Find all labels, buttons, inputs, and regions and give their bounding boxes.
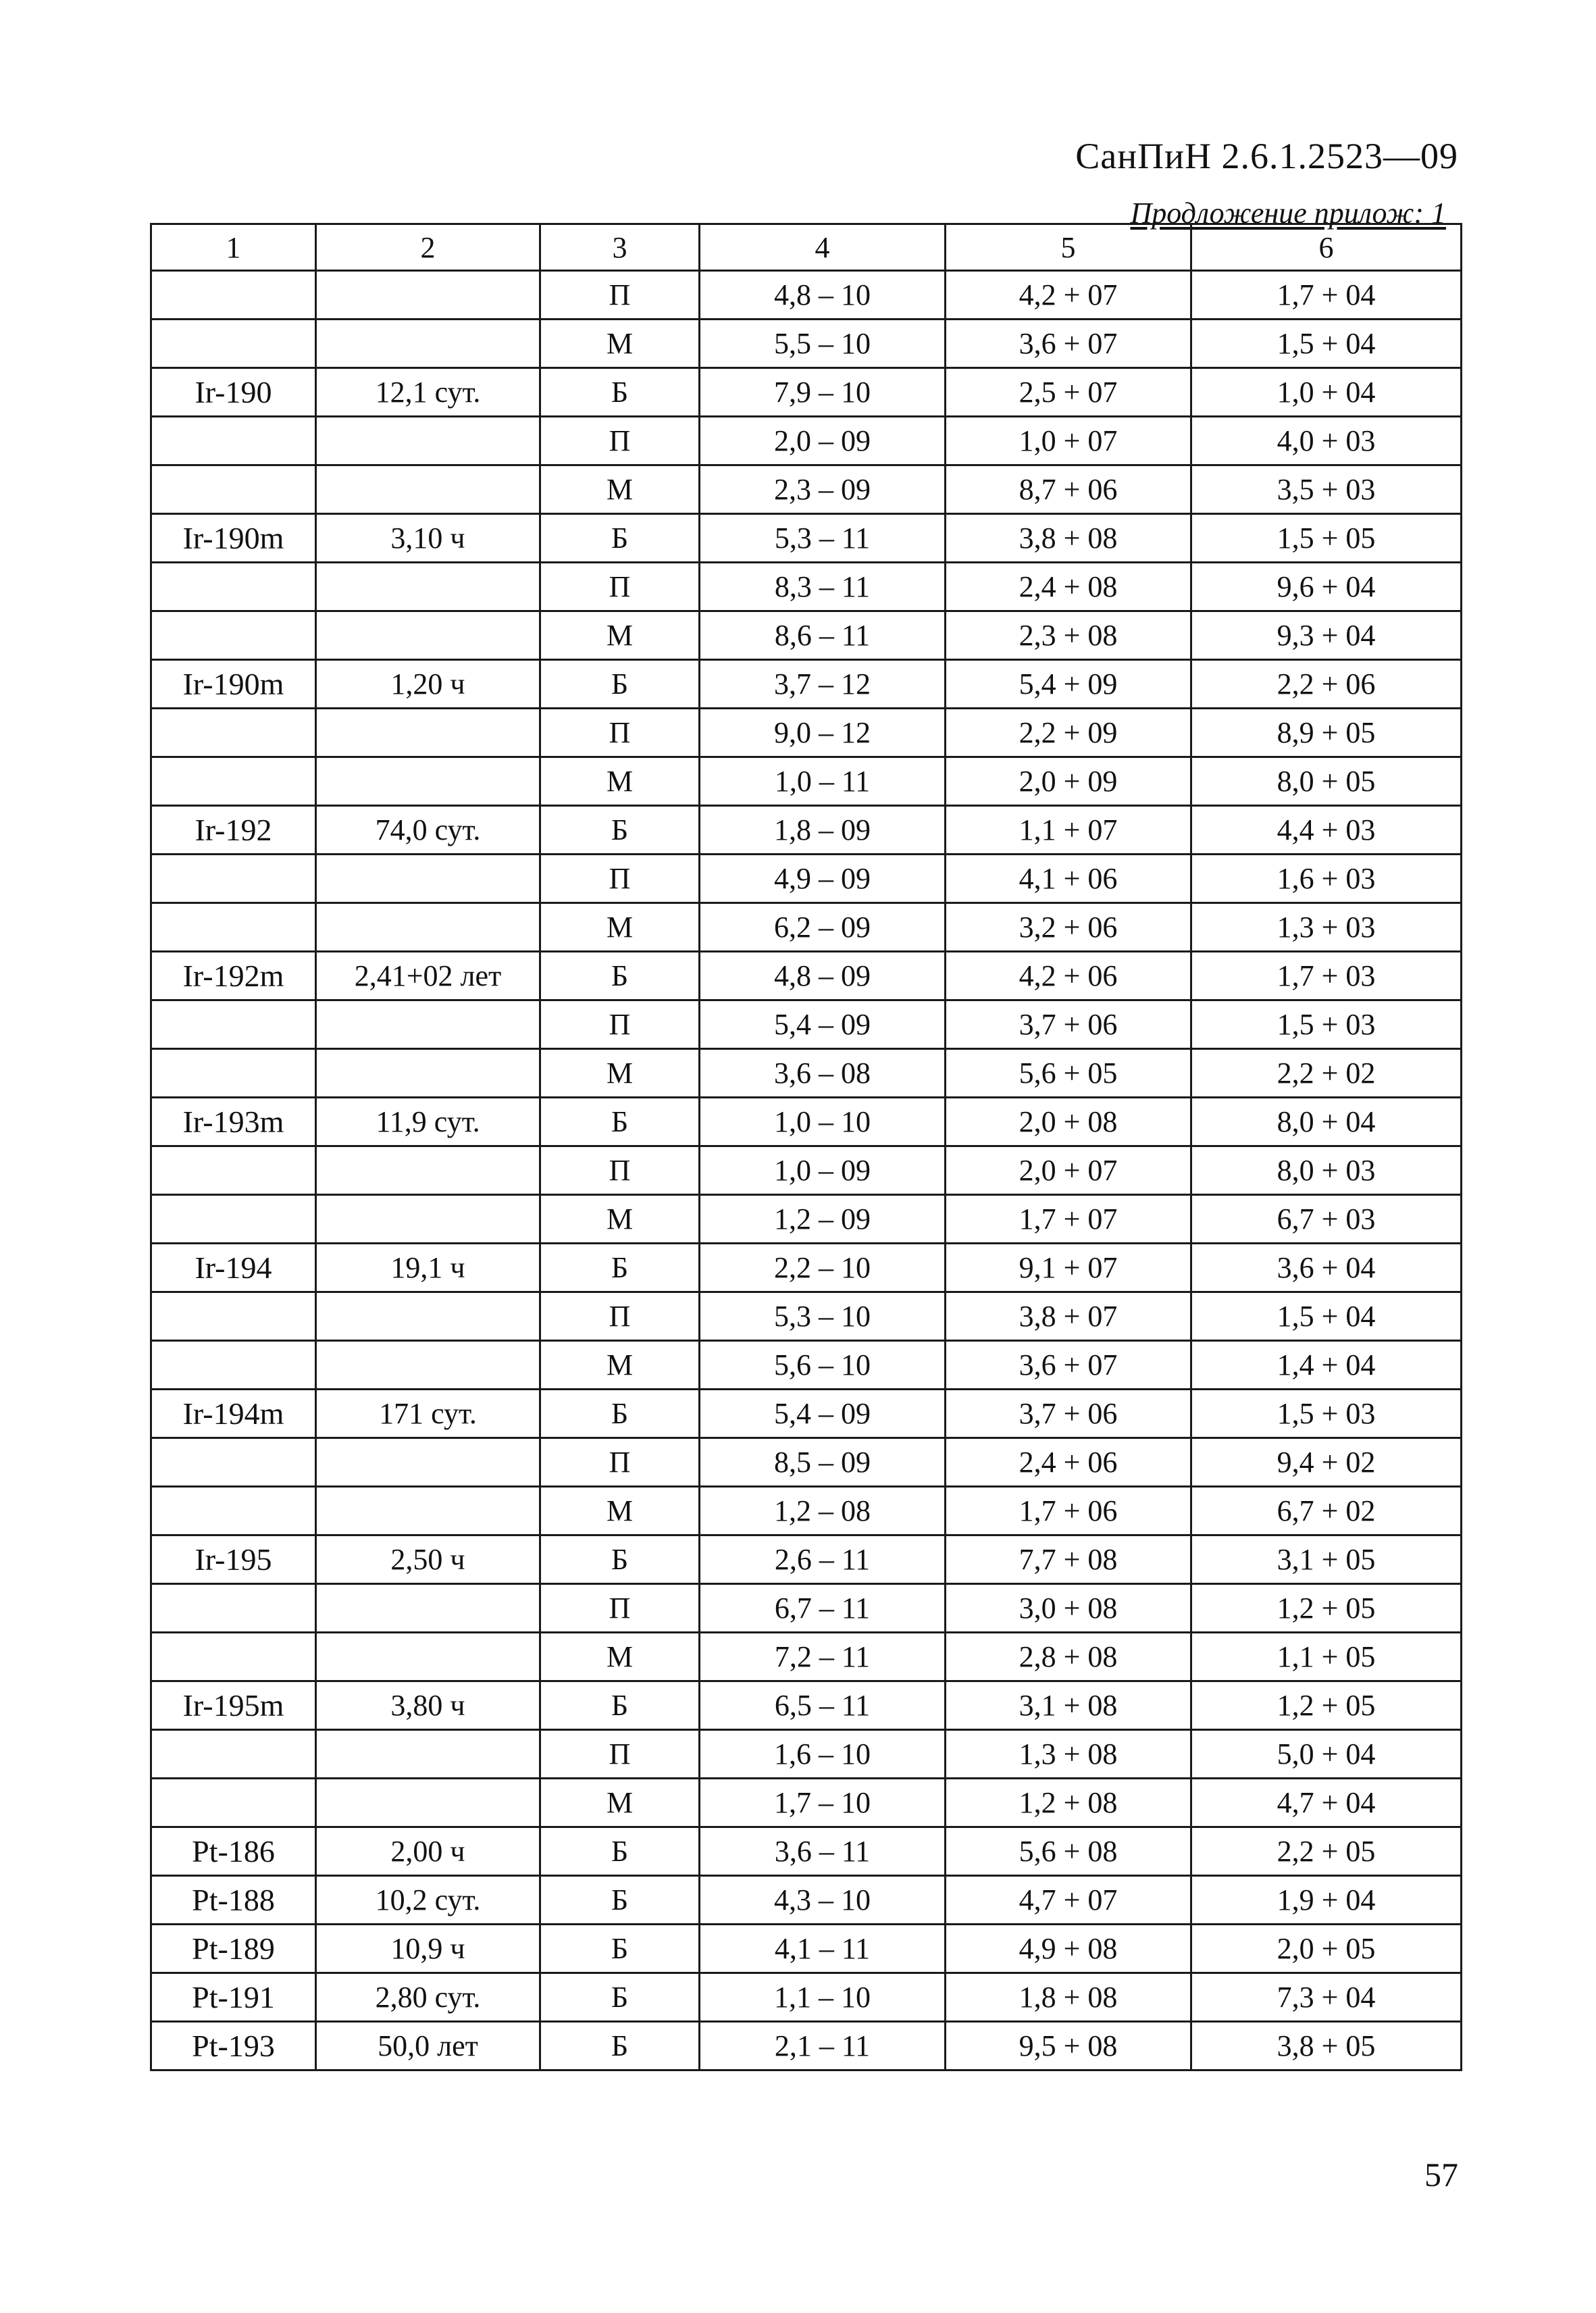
column-header: 5 bbox=[946, 224, 1191, 271]
value-cell-4: 6,7 – 11 bbox=[700, 1584, 946, 1633]
value-cell-6: 9,6 + 04 bbox=[1191, 563, 1462, 611]
isotope-cell bbox=[151, 1341, 316, 1390]
isotope-cell bbox=[151, 1730, 316, 1779]
half-life-cell: 74,0 сут. bbox=[316, 806, 540, 855]
value-cell-4: 5,5 – 10 bbox=[700, 320, 946, 368]
table-row bbox=[151, 952, 1462, 1000]
value-cell-6: 1,5 + 03 bbox=[1191, 1000, 1462, 1049]
value-cell-6: 9,4 + 02 bbox=[1191, 1438, 1462, 1487]
type-cell: Б bbox=[540, 660, 700, 709]
value-cell-6: 8,0 + 04 bbox=[1191, 1098, 1462, 1146]
type-cell: Б bbox=[540, 368, 700, 417]
half-life-cell bbox=[316, 1000, 540, 1049]
value-cell-4: 5,4 – 09 bbox=[700, 1390, 946, 1438]
value-cell-4: 7,2 – 11 bbox=[700, 1633, 946, 1681]
half-life-cell: 2,80 сут. bbox=[316, 1973, 540, 2022]
half-life-cell: 3,80 ч bbox=[316, 1681, 540, 1730]
table-row bbox=[151, 1146, 1462, 1195]
isotope-cell bbox=[151, 465, 316, 514]
type-cell: М bbox=[540, 611, 700, 660]
type-cell: П bbox=[540, 1146, 700, 1195]
isotope-cell: Pt-186 bbox=[151, 1827, 316, 1876]
value-cell-6: 4,0 + 03 bbox=[1191, 417, 1462, 465]
half-life-cell bbox=[316, 1487, 540, 1535]
value-cell-4: 1,0 – 10 bbox=[700, 1098, 946, 1146]
table-row bbox=[151, 1487, 1462, 1535]
half-life-cell bbox=[316, 465, 540, 514]
type-cell: М bbox=[540, 1341, 700, 1390]
table-row bbox=[151, 1925, 1462, 1973]
isotope-cell: Ir-195m bbox=[151, 1681, 316, 1730]
value-cell-5: 1,0 + 07 bbox=[946, 417, 1191, 465]
table-row bbox=[151, 611, 1462, 660]
type-cell: П bbox=[540, 1292, 700, 1341]
value-cell-4: 8,5 – 09 bbox=[700, 1438, 946, 1487]
continuation-label: Продложение прилож: 1 bbox=[1130, 197, 1446, 230]
table-row bbox=[151, 1633, 1462, 1681]
value-cell-4: 1,1 – 10 bbox=[700, 1973, 946, 2022]
isotope-cell: Pt-188 bbox=[151, 1876, 316, 1925]
isotope-cell bbox=[151, 1049, 316, 1098]
value-cell-5: 3,7 + 06 bbox=[946, 1000, 1191, 1049]
half-life-cell bbox=[316, 1584, 540, 1633]
isotope-cell bbox=[151, 1195, 316, 1244]
type-cell: М bbox=[540, 757, 700, 806]
isotope-cell: Ir-190 bbox=[151, 368, 316, 417]
value-cell-5: 5,6 + 05 bbox=[946, 1049, 1191, 1098]
isotope-cell bbox=[151, 417, 316, 465]
value-cell-6: 9,3 + 04 bbox=[1191, 611, 1462, 660]
table-row bbox=[151, 903, 1462, 952]
value-cell-4: 1,8 – 09 bbox=[700, 806, 946, 855]
table-row bbox=[151, 1779, 1462, 1827]
value-cell-6: 1,5 + 05 bbox=[1191, 514, 1462, 563]
type-cell: М bbox=[540, 465, 700, 514]
value-cell-4: 2,0 – 09 bbox=[700, 417, 946, 465]
value-cell-5: 1,8 + 08 bbox=[946, 1973, 1191, 2022]
half-life-cell bbox=[316, 1195, 540, 1244]
value-cell-5: 4,7 + 07 bbox=[946, 1876, 1191, 1925]
value-cell-4: 1,0 – 09 bbox=[700, 1146, 946, 1195]
type-cell: Б bbox=[540, 2022, 700, 2070]
value-cell-5: 2,2 + 09 bbox=[946, 709, 1191, 757]
value-cell-5: 5,6 + 08 bbox=[946, 1827, 1191, 1876]
table-row bbox=[151, 1195, 1462, 1244]
half-life-cell bbox=[316, 320, 540, 368]
value-cell-5: 4,9 + 08 bbox=[946, 1925, 1191, 1973]
value-cell-5: 2,4 + 08 bbox=[946, 563, 1191, 611]
half-life-cell: 171 сут. bbox=[316, 1390, 540, 1438]
value-cell-4: 1,0 – 11 bbox=[700, 757, 946, 806]
type-cell: М bbox=[540, 320, 700, 368]
type-cell: Б bbox=[540, 1925, 700, 1973]
isotope-cell bbox=[151, 709, 316, 757]
value-cell-5: 3,2 + 06 bbox=[946, 903, 1191, 952]
table-row bbox=[151, 2022, 1462, 2070]
table-row bbox=[151, 1535, 1462, 1584]
value-cell-6: 3,8 + 05 bbox=[1191, 2022, 1462, 2070]
type-cell: М bbox=[540, 903, 700, 952]
value-cell-4: 4,1 – 11 bbox=[700, 1925, 946, 1973]
type-cell: Б bbox=[540, 1535, 700, 1584]
type-cell: Б bbox=[540, 806, 700, 855]
isotope-cell: Ir-192 bbox=[151, 806, 316, 855]
value-cell-4: 4,3 – 10 bbox=[700, 1876, 946, 1925]
value-cell-6: 4,4 + 03 bbox=[1191, 806, 1462, 855]
isotope-cell: Ir-194 bbox=[151, 1244, 316, 1292]
type-cell: Б bbox=[540, 514, 700, 563]
table-row bbox=[151, 1000, 1462, 1049]
half-life-cell bbox=[316, 1633, 540, 1681]
half-life-cell: 19,1 ч bbox=[316, 1244, 540, 1292]
half-life-cell: 10,2 сут. bbox=[316, 1876, 540, 1925]
value-cell-5: 3,8 + 07 bbox=[946, 1292, 1191, 1341]
half-life-cell bbox=[316, 1779, 540, 1827]
value-cell-5: 1,1 + 07 bbox=[946, 806, 1191, 855]
isotope-cell bbox=[151, 1584, 316, 1633]
value-cell-5: 2,5 + 07 bbox=[946, 368, 1191, 417]
isotope-cell: Pt-191 bbox=[151, 1973, 316, 2022]
value-cell-4: 3,7 – 12 bbox=[700, 660, 946, 709]
value-cell-6: 1,7 + 03 bbox=[1191, 952, 1462, 1000]
type-cell: М bbox=[540, 1779, 700, 1827]
isotope-cell bbox=[151, 855, 316, 903]
isotope-cell bbox=[151, 757, 316, 806]
half-life-cell: 2,50 ч bbox=[316, 1535, 540, 1584]
value-cell-5: 1,7 + 06 bbox=[946, 1487, 1191, 1535]
value-cell-4: 4,8 – 10 bbox=[700, 271, 946, 320]
type-cell: П bbox=[540, 855, 700, 903]
radionuclide-table bbox=[150, 223, 1462, 2071]
isotope-cell bbox=[151, 320, 316, 368]
table-header-row bbox=[151, 224, 1462, 271]
value-cell-5: 2,3 + 08 bbox=[946, 611, 1191, 660]
half-life-cell: 1,20 ч bbox=[316, 660, 540, 709]
half-life-cell bbox=[316, 271, 540, 320]
table-row bbox=[151, 1438, 1462, 1487]
value-cell-4: 1,7 – 10 bbox=[700, 1779, 946, 1827]
isotope-cell: Pt-189 bbox=[151, 1925, 316, 1973]
value-cell-6: 4,7 + 04 bbox=[1191, 1779, 1462, 1827]
type-cell: П bbox=[540, 563, 700, 611]
table-row bbox=[151, 1876, 1462, 1925]
column-header: 1 bbox=[151, 224, 316, 271]
table-row bbox=[151, 757, 1462, 806]
table-row bbox=[151, 1292, 1462, 1341]
table-row bbox=[151, 709, 1462, 757]
document-code: СанПиН 2.6.1.2523—09 bbox=[1075, 136, 1458, 176]
half-life-cell bbox=[316, 563, 540, 611]
isotope-cell: Ir-195 bbox=[151, 1535, 316, 1584]
value-cell-5: 8,7 + 06 bbox=[946, 465, 1191, 514]
value-cell-6: 1,5 + 04 bbox=[1191, 1292, 1462, 1341]
isotope-cell bbox=[151, 611, 316, 660]
table-row bbox=[151, 1730, 1462, 1779]
value-cell-4: 4,8 – 09 bbox=[700, 952, 946, 1000]
isotope-cell bbox=[151, 903, 316, 952]
half-life-cell bbox=[316, 903, 540, 952]
table-body bbox=[151, 271, 1462, 2070]
value-cell-5: 1,7 + 07 bbox=[946, 1195, 1191, 1244]
half-life-cell: 10,9 ч bbox=[316, 1925, 540, 1973]
isotope-cell bbox=[151, 1633, 316, 1681]
value-cell-6: 1,1 + 05 bbox=[1191, 1633, 1462, 1681]
value-cell-4: 9,0 – 12 bbox=[700, 709, 946, 757]
isotope-cell bbox=[151, 1292, 316, 1341]
table-row bbox=[151, 368, 1462, 417]
half-life-cell bbox=[316, 709, 540, 757]
value-cell-5: 4,2 + 06 bbox=[946, 952, 1191, 1000]
column-header: 4 bbox=[700, 224, 946, 271]
isotope-cell: Ir-194m bbox=[151, 1390, 316, 1438]
value-cell-4: 5,3 – 11 bbox=[700, 514, 946, 563]
half-life-cell bbox=[316, 1730, 540, 1779]
half-life-cell bbox=[316, 1438, 540, 1487]
value-cell-6: 1,7 + 04 bbox=[1191, 271, 1462, 320]
table-row bbox=[151, 320, 1462, 368]
column-header: 6 bbox=[1191, 224, 1462, 271]
half-life-cell bbox=[316, 757, 540, 806]
half-life-cell bbox=[316, 1146, 540, 1195]
type-cell: Б bbox=[540, 1876, 700, 1925]
value-cell-5: 9,5 + 08 bbox=[946, 2022, 1191, 2070]
value-cell-6: 2,2 + 06 bbox=[1191, 660, 1462, 709]
value-cell-6: 1,4 + 04 bbox=[1191, 1341, 1462, 1390]
value-cell-6: 1,2 + 05 bbox=[1191, 1584, 1462, 1633]
value-cell-6: 2,2 + 02 bbox=[1191, 1049, 1462, 1098]
value-cell-5: 2,0 + 09 bbox=[946, 757, 1191, 806]
value-cell-6: 1,9 + 04 bbox=[1191, 1876, 1462, 1925]
table-row bbox=[151, 514, 1462, 563]
value-cell-5: 3,0 + 08 bbox=[946, 1584, 1191, 1633]
value-cell-5: 2,0 + 08 bbox=[946, 1098, 1191, 1146]
type-cell: Б bbox=[540, 1973, 700, 2022]
value-cell-5: 3,7 + 06 bbox=[946, 1390, 1191, 1438]
value-cell-4: 1,2 – 09 bbox=[700, 1195, 946, 1244]
value-cell-4: 3,6 – 08 bbox=[700, 1049, 946, 1098]
isotope-cell: Ir-190m bbox=[151, 514, 316, 563]
isotope-cell: Ir-193m bbox=[151, 1098, 316, 1146]
type-cell: П bbox=[540, 271, 700, 320]
isotope-cell bbox=[151, 563, 316, 611]
value-cell-4: 1,2 – 08 bbox=[700, 1487, 946, 1535]
value-cell-5: 9,1 + 07 bbox=[946, 1244, 1191, 1292]
value-cell-4: 1,6 – 10 bbox=[700, 1730, 946, 1779]
value-cell-6: 1,0 + 04 bbox=[1191, 368, 1462, 417]
half-life-cell bbox=[316, 1341, 540, 1390]
value-cell-5: 2,8 + 08 bbox=[946, 1633, 1191, 1681]
value-cell-4: 3,6 – 11 bbox=[700, 1827, 946, 1876]
value-cell-5: 2,0 + 07 bbox=[946, 1146, 1191, 1195]
table-row bbox=[151, 417, 1462, 465]
table-row bbox=[151, 271, 1462, 320]
value-cell-6: 1,2 + 05 bbox=[1191, 1681, 1462, 1730]
half-life-cell bbox=[316, 1049, 540, 1098]
value-cell-6: 6,7 + 03 bbox=[1191, 1195, 1462, 1244]
half-life-cell: 2,00 ч bbox=[316, 1827, 540, 1876]
value-cell-6: 8,9 + 05 bbox=[1191, 709, 1462, 757]
isotope-cell bbox=[151, 1146, 316, 1195]
half-life-cell bbox=[316, 855, 540, 903]
table-row bbox=[151, 1390, 1462, 1438]
value-cell-6: 1,3 + 03 bbox=[1191, 903, 1462, 952]
value-cell-6: 3,6 + 04 bbox=[1191, 1244, 1462, 1292]
table-row bbox=[151, 1584, 1462, 1633]
type-cell: П bbox=[540, 1000, 700, 1049]
value-cell-4: 5,6 – 10 bbox=[700, 1341, 946, 1390]
value-cell-4: 6,2 – 09 bbox=[700, 903, 946, 952]
value-cell-4: 2,3 – 09 bbox=[700, 465, 946, 514]
value-cell-4: 7,9 – 10 bbox=[700, 368, 946, 417]
value-cell-4: 5,4 – 09 bbox=[700, 1000, 946, 1049]
value-cell-4: 6,5 – 11 bbox=[700, 1681, 946, 1730]
table-row bbox=[151, 1973, 1462, 2022]
table-row bbox=[151, 1098, 1462, 1146]
half-life-cell bbox=[316, 611, 540, 660]
value-cell-6: 5,0 + 04 bbox=[1191, 1730, 1462, 1779]
value-cell-5: 1,2 + 08 bbox=[946, 1779, 1191, 1827]
value-cell-4: 2,2 – 10 bbox=[700, 1244, 946, 1292]
value-cell-4: 2,1 – 11 bbox=[700, 2022, 946, 2070]
value-cell-6: 2,0 + 05 bbox=[1191, 1925, 1462, 1973]
column-header: 3 bbox=[540, 224, 700, 271]
table-row bbox=[151, 1244, 1462, 1292]
isotope-cell: Pt-193 bbox=[151, 2022, 316, 2070]
half-life-cell: 12,1 сут. bbox=[316, 368, 540, 417]
table-row bbox=[151, 806, 1462, 855]
isotope-cell bbox=[151, 1779, 316, 1827]
value-cell-5: 2,4 + 06 bbox=[946, 1438, 1191, 1487]
table-row bbox=[151, 1827, 1462, 1876]
isotope-cell bbox=[151, 1000, 316, 1049]
value-cell-5: 3,1 + 08 bbox=[946, 1681, 1191, 1730]
type-cell: П bbox=[540, 709, 700, 757]
isotope-cell bbox=[151, 1487, 316, 1535]
value-cell-4: 8,3 – 11 bbox=[700, 563, 946, 611]
table-row bbox=[151, 660, 1462, 709]
type-cell: М bbox=[540, 1487, 700, 1535]
value-cell-5: 4,1 + 06 bbox=[946, 855, 1191, 903]
type-cell: П bbox=[540, 417, 700, 465]
value-cell-4: 2,6 – 11 bbox=[700, 1535, 946, 1584]
value-cell-5: 3,6 + 07 bbox=[946, 1341, 1191, 1390]
value-cell-6: 1,6 + 03 bbox=[1191, 855, 1462, 903]
value-cell-5: 4,2 + 07 bbox=[946, 271, 1191, 320]
isotope-cell: Ir-192m bbox=[151, 952, 316, 1000]
table-row bbox=[151, 1681, 1462, 1730]
type-cell: Б bbox=[540, 1390, 700, 1438]
table-row bbox=[151, 1049, 1462, 1098]
type-cell: Б bbox=[540, 1244, 700, 1292]
half-life-cell: 3,10 ч bbox=[316, 514, 540, 563]
value-cell-5: 3,6 + 07 bbox=[946, 320, 1191, 368]
value-cell-4: 4,9 – 09 bbox=[700, 855, 946, 903]
type-cell: Б bbox=[540, 952, 700, 1000]
half-life-cell: 2,41+02 лет bbox=[316, 952, 540, 1000]
type-cell: М bbox=[540, 1195, 700, 1244]
table-row bbox=[151, 1341, 1462, 1390]
half-life-cell bbox=[316, 417, 540, 465]
value-cell-5: 1,3 + 08 bbox=[946, 1730, 1191, 1779]
value-cell-6: 2,2 + 05 bbox=[1191, 1827, 1462, 1876]
half-life-cell bbox=[316, 1292, 540, 1341]
type-cell: М bbox=[540, 1049, 700, 1098]
table-row bbox=[151, 855, 1462, 903]
table-row bbox=[151, 465, 1462, 514]
value-cell-6: 1,5 + 03 bbox=[1191, 1390, 1462, 1438]
value-cell-6: 8,0 + 03 bbox=[1191, 1146, 1462, 1195]
type-cell: П bbox=[540, 1438, 700, 1487]
type-cell: П bbox=[540, 1584, 700, 1633]
isotope-cell bbox=[151, 271, 316, 320]
value-cell-5: 3,8 + 08 bbox=[946, 514, 1191, 563]
value-cell-6: 3,5 + 03 bbox=[1191, 465, 1462, 514]
type-cell: Б bbox=[540, 1827, 700, 1876]
isotope-cell: Ir-190m bbox=[151, 660, 316, 709]
value-cell-6: 1,5 + 04 bbox=[1191, 320, 1462, 368]
table-row bbox=[151, 563, 1462, 611]
type-cell: П bbox=[540, 1730, 700, 1779]
type-cell: Б bbox=[540, 1681, 700, 1730]
value-cell-6: 3,1 + 05 bbox=[1191, 1535, 1462, 1584]
value-cell-6: 6,7 + 02 bbox=[1191, 1487, 1462, 1535]
value-cell-5: 5,4 + 09 bbox=[946, 660, 1191, 709]
type-cell: Б bbox=[540, 1098, 700, 1146]
value-cell-4: 5,3 – 10 bbox=[700, 1292, 946, 1341]
column-header: 2 bbox=[316, 224, 540, 271]
data-table-container bbox=[150, 223, 1460, 2071]
value-cell-6: 7,3 + 04 bbox=[1191, 1973, 1462, 2022]
value-cell-4: 8,6 – 11 bbox=[700, 611, 946, 660]
half-life-cell: 11,9 сут. bbox=[316, 1098, 540, 1146]
page-number: 57 bbox=[1424, 2156, 1458, 2193]
isotope-cell bbox=[151, 1438, 316, 1487]
value-cell-6: 8,0 + 05 bbox=[1191, 757, 1462, 806]
type-cell: М bbox=[540, 1633, 700, 1681]
half-life-cell: 50,0 лет bbox=[316, 2022, 540, 2070]
value-cell-5: 7,7 + 08 bbox=[946, 1535, 1191, 1584]
